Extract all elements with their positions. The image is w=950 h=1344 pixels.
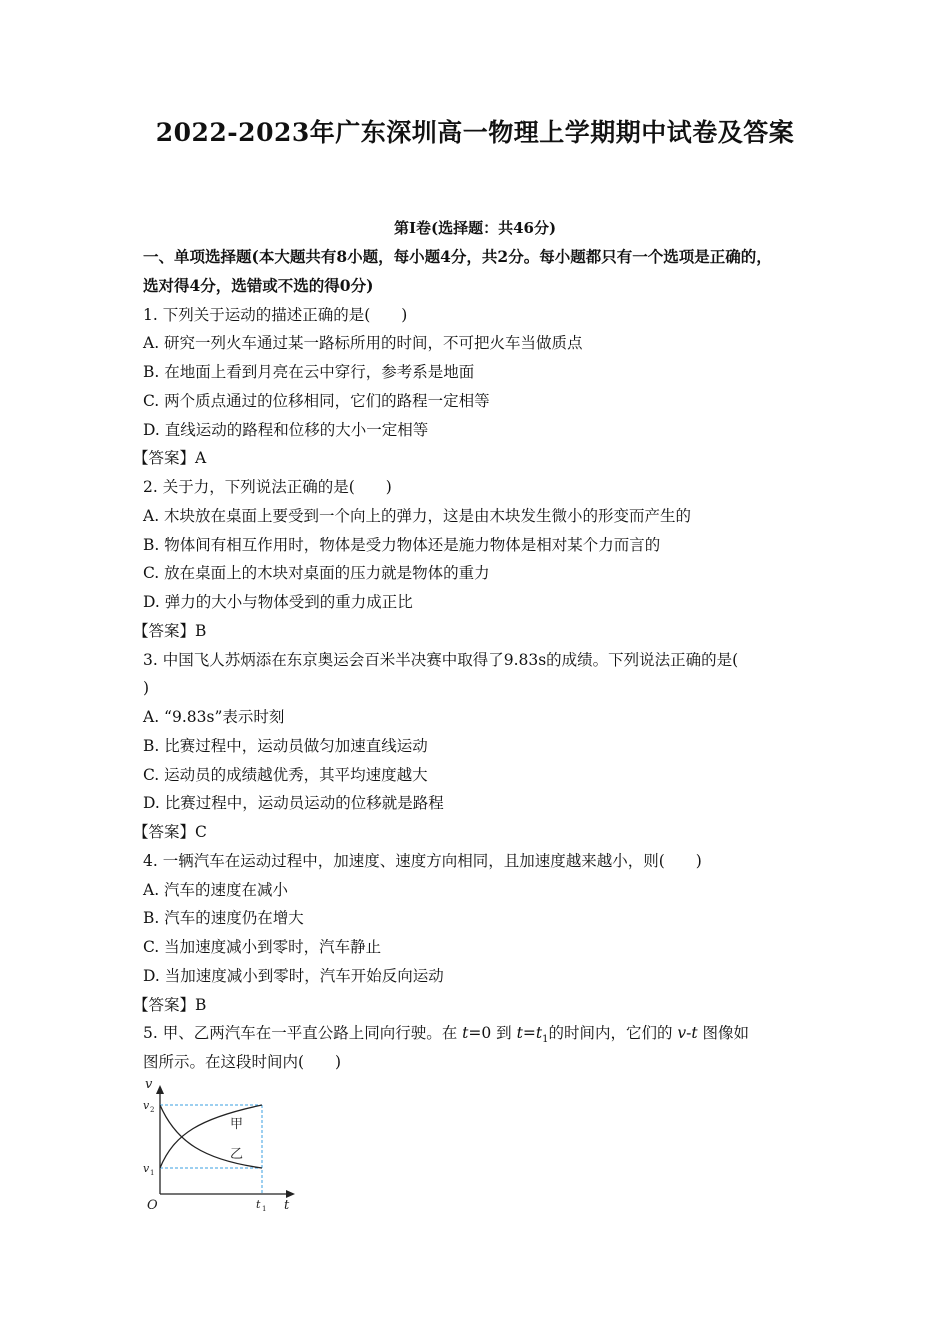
t1-label: t — [256, 1198, 261, 1211]
curve-jia-label: 甲 — [230, 1117, 244, 1132]
v1-sub: 1 — [150, 1169, 155, 1177]
question-3-answer: 【答案】C — [133, 823, 207, 841]
v-axis-arrow — [156, 1085, 164, 1094]
curve-yi-label: 乙 — [230, 1147, 244, 1162]
question-1-answer: 【答案】A — [133, 449, 207, 468]
question-3-option-d: D. 比赛过程中，运动员运动的位移就是路程 — [143, 794, 444, 813]
v2-label: v — [143, 1099, 150, 1112]
t-axis-arrow — [286, 1190, 295, 1198]
origin-label: O — [147, 1198, 158, 1213]
curve-yi — [160, 1105, 262, 1168]
question-1-option-b: B. 在地面上看到月亮在云中穿行，参考系是地面 — [143, 363, 475, 381]
v2-sub: 2 — [150, 1106, 155, 1114]
question-2-option-a: A. 木块放在桌面上要受到一个向上的弹力，这是由木块发生微小的形变而产生的 — [143, 506, 692, 525]
question-4-stem: 4. 一辆汽车在运动过程中，加速度、速度方向相同，且加速度越来越小，则( ) — [143, 851, 702, 870]
question-3-stem: 3. 中国飞人苏炳添在东京奥运会百米半决赛中取得了9.83s的成绩。下列说法正确的是( — [143, 650, 739, 669]
v1-label: v — [143, 1162, 150, 1175]
question-4-answer: 【答案】B — [133, 995, 207, 1014]
curve-jia — [160, 1105, 262, 1168]
question-2-option-b: B. 物体间有相互作用时，物体是受力物体还是施力物体是相对某个力而言的 — [143, 535, 661, 554]
question-1-option-c: C. 两个质点通过的位移相同，它们的路程一定相等 — [143, 391, 490, 410]
question-4-option-b: B. 汽车的速度仍在增大 — [143, 909, 304, 928]
question-2-stem: 2. 关于力，下列说法正确的是( ) — [143, 478, 392, 496]
question-3-option-a: A. “9.83s”表示时刻 — [143, 708, 285, 726]
page-title: 2022-2023年广东深圳高一物理上学期期中试卷及答案 — [155, 118, 795, 147]
question-5-stem: 5. 甲、乙两汽车在一平直公路上同向行驶。在 t=0 到 $t=t_1$的时间内，它们的 v-t 图像如 — [143, 1024, 750, 1046]
question-1-option-d: D. 直线运动的路程和位移的大小一定相等 — [143, 420, 429, 439]
question-2-answer: 【答案】B — [133, 621, 207, 640]
question-2-option-d: D. 弹力的大小与物体受到的重力成正比 — [143, 593, 413, 611]
t-axis-label: t — [284, 1198, 290, 1213]
question-4-option-a: A. 汽车的速度在减小 — [143, 880, 289, 899]
part-heading-cont: 选对得4分，选错或不选的得0分) — [143, 275, 374, 295]
t1-sub: 1 — [262, 1205, 267, 1213]
question-1-stem: 1. 下列关于运动的描述正确的是( ) — [143, 305, 408, 324]
exam-content — [133, 243, 813, 1077]
question-3-option-b: B. 比赛过程中，运动员做匀加速直线运动 — [143, 736, 428, 755]
question-4-option-c: C. 当加速度减小到零时，汽车静止 — [143, 938, 382, 956]
question-1-option-a: A. 研究一列火车通过某一路标所用的时间，不可把火车当做质点 — [143, 334, 583, 353]
v-axis-label: v — [145, 1077, 153, 1092]
question-4-option-d: D. 当加速度减小到零时，汽车开始反向运动 — [143, 966, 444, 985]
question-5-stem-cont: 图所示。在这段时间内( ) — [143, 1053, 342, 1071]
question-2-option-c: C. 放在桌面上的木块对桌面的压力就是物体的重力 — [143, 564, 490, 583]
section-title: 第Ⅰ卷(选择题：共46分) — [393, 219, 557, 237]
part-heading: 一、单项选择题(本大题共有8小题，每小题4分，共2分。每小题都只有一个选项是正确的， — [143, 247, 772, 266]
question-3-option-c: C. 运动员的成绩越优秀，其平均速度越大 — [143, 765, 428, 784]
vt-graph — [140, 1076, 310, 1216]
question-3-stem-cont: ) — [143, 679, 150, 698]
